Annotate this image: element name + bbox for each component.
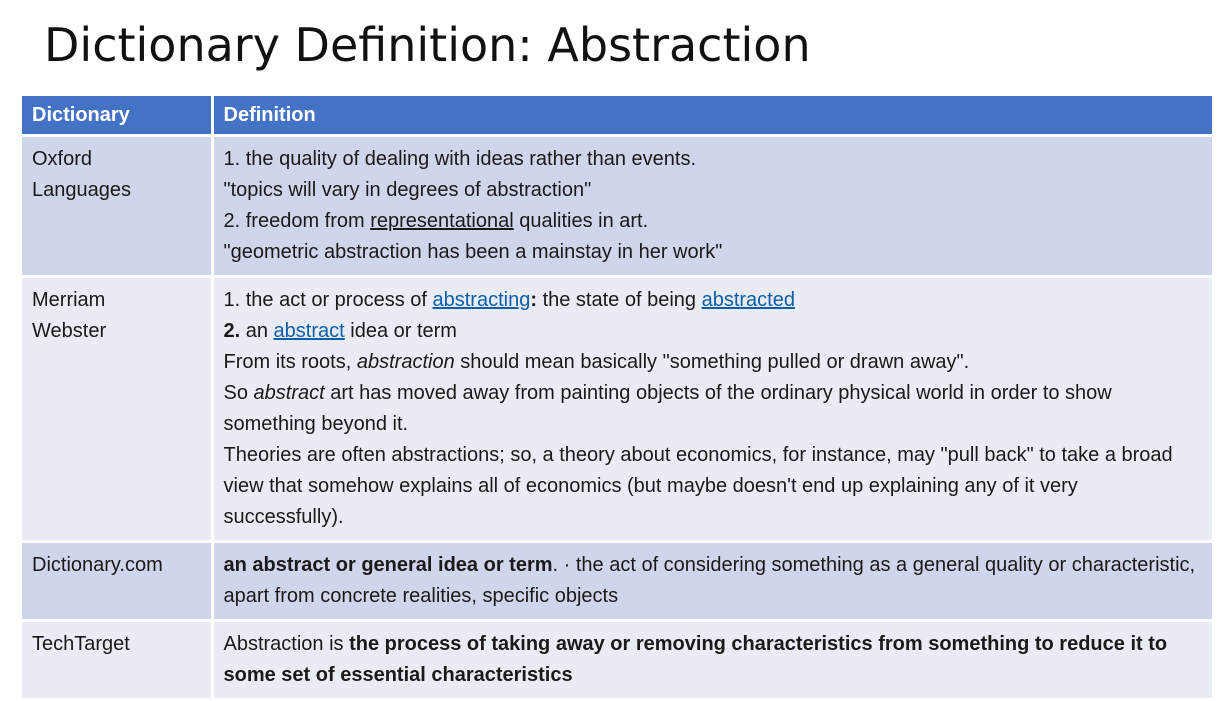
paragraph xyxy=(224,347,1203,378)
example-line: "geometric abstraction has been a mainstay in her work" xyxy=(223,241,723,263)
row-merriam-webster xyxy=(22,277,1212,542)
row-techtarget xyxy=(22,621,1212,700)
bold-definition: the process of taking away or removing characteristics from something to reduce it to some set of essential characteristics xyxy=(223,633,1168,686)
text: an xyxy=(240,320,274,342)
text: the state of being xyxy=(537,289,702,311)
definition-dictcom xyxy=(212,542,1212,621)
definition-techtarget xyxy=(212,621,1212,700)
paragraph xyxy=(224,550,1203,612)
text: So xyxy=(223,382,254,404)
slide-title: Dictionary Definition: Abstraction xyxy=(44,18,811,72)
text: 1. the act or process of xyxy=(223,289,433,311)
bold-definition: an abstract or general idea or term xyxy=(223,554,553,576)
definition-merriam xyxy=(212,277,1212,542)
header-dictionary: Dictionary xyxy=(22,96,212,136)
colon: : xyxy=(530,289,538,311)
abstracted-link[interactable]: abstracted xyxy=(701,289,795,311)
emphasis: abstraction xyxy=(356,351,455,373)
representational-term[interactable]: representational xyxy=(370,210,514,232)
text: From its roots, xyxy=(223,351,357,373)
dictionary-name-oxford xyxy=(22,136,212,277)
definitions-table xyxy=(22,96,1212,701)
text: . · the act of considering something as a general quality or characteristic, apart from concrete realities, specific objects xyxy=(223,554,1196,607)
emphasis: abstract xyxy=(253,382,325,404)
dictionary-name-dictcom xyxy=(22,542,212,621)
dictionary-name-techtarget xyxy=(22,621,212,700)
table-header-row xyxy=(22,96,1212,136)
name-line: Merriam xyxy=(32,289,106,311)
sense-number: 2. xyxy=(223,320,241,342)
header-definition: Definition xyxy=(212,96,1212,136)
text: idea or term xyxy=(344,320,457,342)
text: Abstraction is xyxy=(223,633,350,655)
text: art has moved away from painting objects of the ordinary physical world in order to show something beyond it. xyxy=(223,382,1112,435)
name-line: Oxford xyxy=(32,148,93,170)
text: 2. freedom from xyxy=(223,210,371,232)
paragraph: Theories are often abstractions; so, a theory about economics, for instance, may "pull back" to take a broad view that somehow explains all of economics (but maybe doesn't end up explaining any of it very successfully). xyxy=(223,444,1173,528)
paragraph xyxy=(224,378,1203,440)
row-dictionary-com xyxy=(22,542,1212,621)
definition-line xyxy=(224,285,1203,316)
name-line: Dictionary.com xyxy=(32,554,163,576)
text: qualities in art. xyxy=(513,210,649,232)
abstract-link[interactable]: abstract xyxy=(273,320,345,342)
dictionary-name-merriam xyxy=(22,277,212,542)
example-line: "topics will vary in degrees of abstraction" xyxy=(223,179,592,201)
paragraph xyxy=(224,629,1203,691)
definition-line: 1. the quality of dealing with ideas rather than events. xyxy=(223,148,697,170)
name-line: Languages xyxy=(32,179,131,201)
definition-line xyxy=(224,316,1203,347)
definition-oxford xyxy=(212,136,1212,277)
name-line: TechTarget xyxy=(32,633,130,655)
row-oxford xyxy=(22,136,1212,277)
definition-line xyxy=(224,206,1203,237)
abstracting-link[interactable]: abstracting xyxy=(432,289,531,311)
name-line: Webster xyxy=(32,320,107,342)
text: should mean basically "something pulled or drawn away". xyxy=(454,351,970,373)
